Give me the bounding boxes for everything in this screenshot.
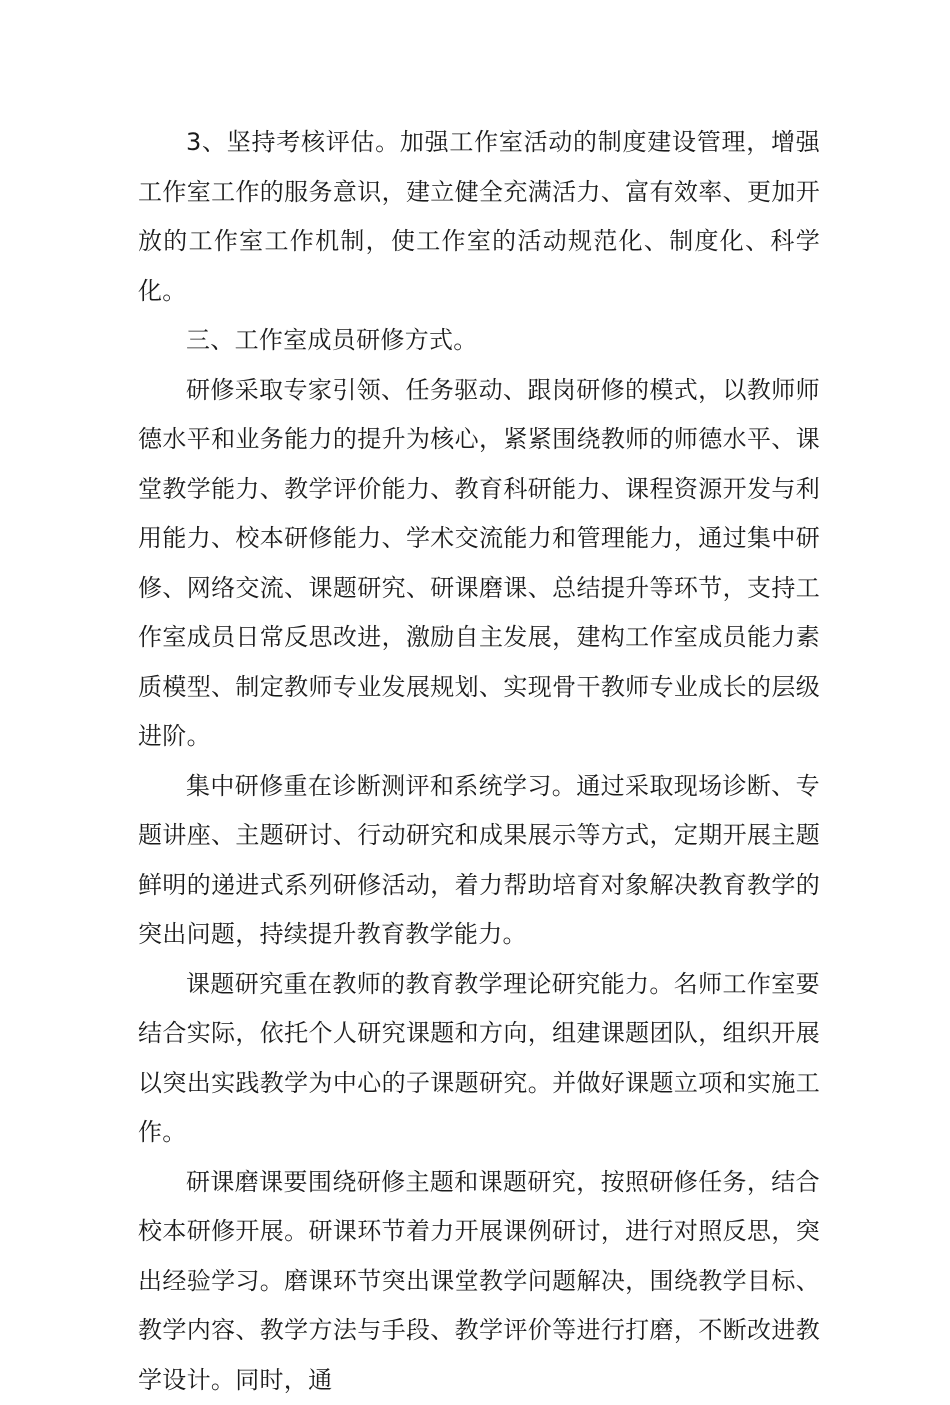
paragraph-topic-research: 课题研究重在教师的教育教学理论研究能力。名师工作室要结合实际，依托个人研究课题和方向，组建课题团队，组织开展以突出实践教学为中心的子课题研究。并做好课题立项和实施工作。 (138, 960, 820, 1158)
paragraph-study-model: 研修采取专家引领、任务驱动、跟岗研修的模式，以教师师德水平和业务能力的提升为核心，紧紧围绕教师的师德水平、课堂教学能力、教学评价能力、教育科研能力、课程资源开发与利用能力、校本研修能力、学术交流能力和管理能力，通过集中研修、网络交流、课题研究、研课磨课、总结提升等环节，支持工作室成员日常反思改进，激励自主发展，建构工作室成员能力素质模型、制定教师专业发展规划、实现骨干教师专业成长的层级进阶。 (138, 366, 820, 762)
paragraph-centralized-study: 集中研修重在诊断测评和系统学习。通过采取现场诊断、专题讲座、主题研讨、行动研究和成果展示等方式，定期开展主题鲜明的递进式系列研修活动，着力帮助培育对象解决教育教学的突出问题，持续提升教育教学能力。 (138, 762, 820, 960)
paragraph-assessment: 3、坚持考核评估。加强工作室活动的制度建设管理，增强工作室工作的服务意识，建立健全充满活力、富有效率、更加开放的工作室工作机制，使工作室的活动规范化、制度化、科学化。 (138, 118, 820, 316)
paragraph-lesson-polishing: 研课磨课要围绕研修主题和课题研究，按照研修任务，结合校本研修开展。研课环节着力开展课例研讨，进行对照反思，突出经验学习。磨课环节突出课堂教学问题解决，围绕教学目标、教学内容、教学方法与手段、教学评价等进行打磨，不断改进教学设计。同时，通 (138, 1158, 820, 1405)
document-body (138, 118, 820, 1405)
section-heading-study-methods: 三、工作室成员研修方式。 (138, 316, 820, 366)
